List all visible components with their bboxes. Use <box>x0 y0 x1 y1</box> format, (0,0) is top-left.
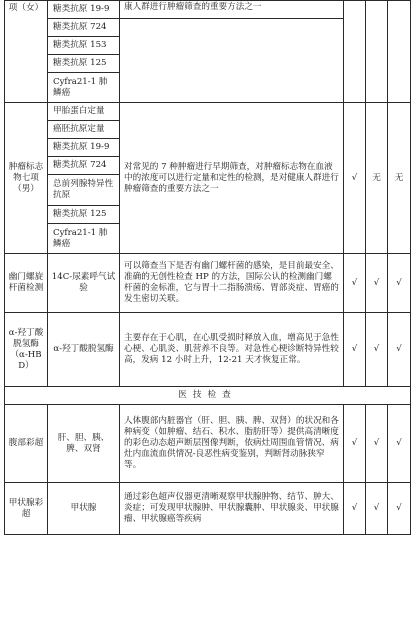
mark-cell <box>366 1 388 103</box>
mark-cell: √ <box>366 254 388 313</box>
item-cell: 糖类抗原 19-9 <box>48 139 120 157</box>
mark-cell: √ <box>388 313 411 387</box>
description-cell: 康人群进行肿瘤筛查的重要方法之一 <box>120 1 344 19</box>
category-cell: 腹部彩超 <box>5 405 48 483</box>
item-cell: 糖类抗原 724 <box>48 19 120 37</box>
mark-cell: √ <box>344 254 366 313</box>
description-cell: 可以筛查当下是否有幽门螺杆菌的感染，是目前最安全、准确的无创性检查 HP 的方法，国际公认的检测幽门螺杆菌的金标准，它与胃十二指肠溃疡、胃部炎症、胃癌的发生密切关联。 <box>120 254 344 313</box>
mark-cell: 无 <box>366 103 388 254</box>
table-row <box>5 254 411 313</box>
description-cell: 通过彩色超声仪器更清晰观察甲状腺肿物、结节、肿大、炎症；可发现甲状腺肿、甲状腺囊肿、甲状腺炎、甲状腺瘤、甲状腺癌等疾病 <box>120 483 344 535</box>
category-cell: 肿瘤标志物七项（男） <box>5 103 48 254</box>
item-cell: 癌胚抗原定量 <box>48 121 120 139</box>
description-cell: 人体腹部内脏器官（肝、胆、胰、脾、双肾）的状况和各种病变（如肿瘤、结石、积水、脂肪肝等）提供高清晰度的彩色动态超声断层图像判断，依病灶周围血管情况、病灶内血流血供情况-良恶性病变鉴别，判断肾动脉狭窄等。 <box>120 405 344 483</box>
item-cell: 14C-尿素呼气试验 <box>48 254 120 313</box>
mark-cell: 无 <box>388 103 411 254</box>
mark-cell: √ <box>388 254 411 313</box>
item-cell: 总前列腺特异性抗原 <box>48 175 120 206</box>
mark-cell: √ <box>344 405 366 483</box>
mark-cell: √ <box>344 103 366 254</box>
table-row <box>5 387 411 405</box>
item-cell: Cyfra21-1 肺鳞癌 <box>48 224 120 254</box>
category-cell: 甲状腺彩超 <box>5 483 48 535</box>
item-cell: α-羟丁酸脱氢酶 <box>48 313 120 387</box>
table-row <box>5 1 411 19</box>
item-cell: 糖类抗原 125 <box>48 206 120 224</box>
mark-cell: √ <box>388 483 411 535</box>
item-cell: Cyfra21-1 肺鳞癌 <box>48 73 120 103</box>
mark-cell: √ <box>366 483 388 535</box>
category-cell: α-羟丁酸脱氢酶（α-HBD） <box>5 313 48 387</box>
description-cell: 主要存在于心肌，在心肌受损时释放入血，增高见于急性心梗、心肌炎、肌营养不良等。对急性心梗诊断特异性较高，发病 12 小时上升，12-21 天才恢复正常。 <box>120 313 344 387</box>
item-cell: 糖类抗原 125 <box>48 55 120 73</box>
mark-cell <box>344 1 366 103</box>
mark-cell: √ <box>344 313 366 387</box>
mark-cell <box>388 1 411 103</box>
checkup-items-table <box>4 0 411 535</box>
table-row <box>5 405 411 483</box>
item-cell: 糖类抗原 153 <box>48 37 120 55</box>
item-cell: 糖类抗原 724 <box>48 157 120 175</box>
item-cell: 甲胎蛋白定量 <box>48 103 120 121</box>
item-cell: 甲状腺 <box>48 483 120 535</box>
section-heading: 医技检查 <box>5 387 411 405</box>
category-cell: 项（女） <box>5 1 48 103</box>
item-cell: 糖类抗原 19-9 <box>48 1 120 19</box>
table-row <box>5 483 411 535</box>
mark-cell: √ <box>344 483 366 535</box>
empty-cell <box>120 19 344 103</box>
mark-cell: √ <box>388 405 411 483</box>
item-cell: 肝、胆、胰、脾、双肾 <box>48 405 120 483</box>
table-row <box>5 103 411 121</box>
category-cell: 幽门螺旋杆菌检测 <box>5 254 48 313</box>
table-row <box>5 313 411 387</box>
description-cell: 对常见的 7 种肿瘤进行早期筛查，对肿瘤标志物在血液中的浓度可以进行定量和定性的检测，是对健康人群进行肿瘤筛查的重要方法之一 <box>120 103 344 254</box>
mark-cell: √ <box>366 405 388 483</box>
mark-cell: √ <box>366 313 388 387</box>
